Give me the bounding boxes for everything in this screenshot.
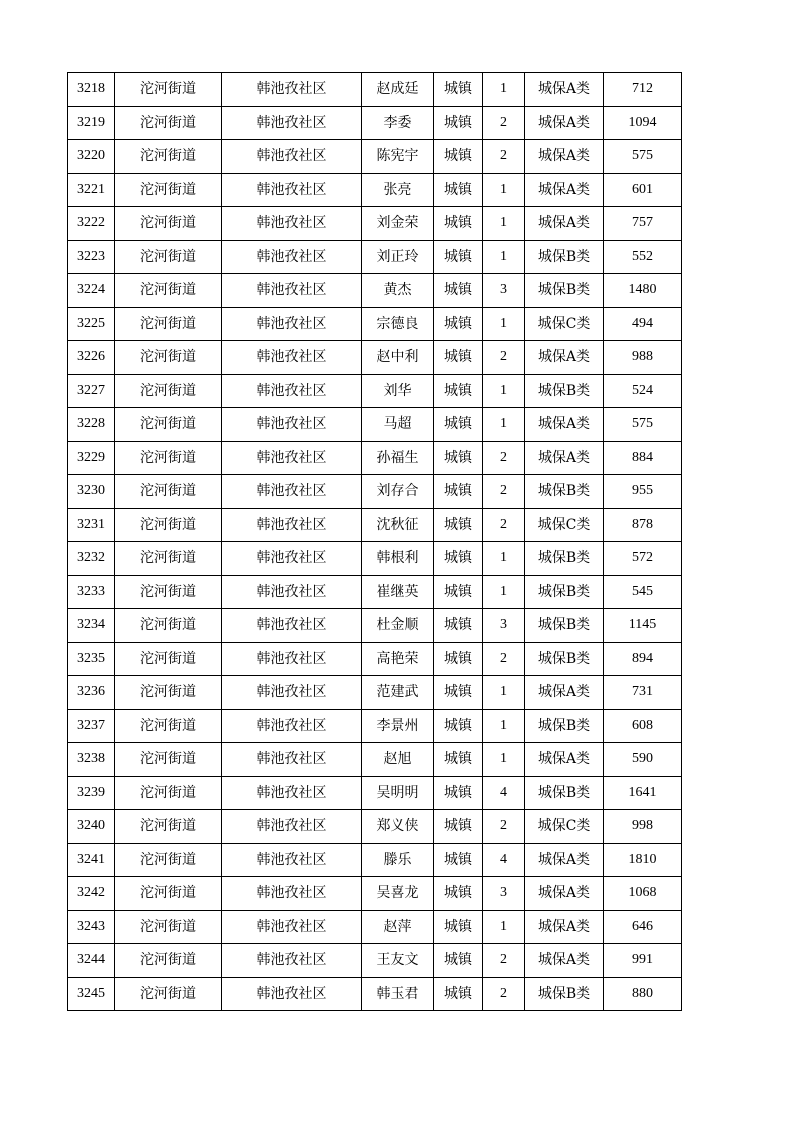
cell-amount: 494 <box>604 307 682 341</box>
cell-household-size: 4 <box>483 843 525 877</box>
cell-household-size: 1 <box>483 676 525 710</box>
cell-community: 韩池孜社区 <box>222 776 362 810</box>
cell-household-size: 1 <box>483 910 525 944</box>
cell-amount: 1641 <box>604 776 682 810</box>
cell-category: 城保A类 <box>525 441 604 475</box>
cell-person-name: 韩根利 <box>362 542 434 576</box>
cell-household-size: 2 <box>483 508 525 542</box>
cell-household-size: 1 <box>483 575 525 609</box>
cell-area-type: 城镇 <box>434 106 483 140</box>
cell-amount: 572 <box>604 542 682 576</box>
table-row <box>68 776 682 810</box>
cell-community: 韩池孜社区 <box>222 910 362 944</box>
cell-amount: 1068 <box>604 877 682 911</box>
cell-area-type: 城镇 <box>434 475 483 509</box>
cell-category: 城保B类 <box>525 776 604 810</box>
cell-category: 城保A类 <box>525 73 604 107</box>
table-row <box>68 475 682 509</box>
cell-amount: 757 <box>604 207 682 241</box>
cell-community: 韩池孜社区 <box>222 642 362 676</box>
cell-person-name: 刘华 <box>362 374 434 408</box>
cell-community: 韩池孜社区 <box>222 307 362 341</box>
cell-category: 城保B类 <box>525 575 604 609</box>
cell-category: 城保C类 <box>525 810 604 844</box>
cell-person-name: 马超 <box>362 408 434 442</box>
cell-category: 城保B类 <box>525 609 604 643</box>
cell-community: 韩池孜社区 <box>222 441 362 475</box>
cell-street: 沱河街道 <box>115 709 222 743</box>
cell-street: 沱河街道 <box>115 843 222 877</box>
cell-street: 沱河街道 <box>115 140 222 174</box>
cell-person-name: 刘正玲 <box>362 240 434 274</box>
cell-community: 韩池孜社区 <box>222 743 362 777</box>
cell-amount: 712 <box>604 73 682 107</box>
cell-category: 城保A类 <box>525 341 604 375</box>
cell-community: 韩池孜社区 <box>222 676 362 710</box>
cell-street: 沱河街道 <box>115 274 222 308</box>
cell-community: 韩池孜社区 <box>222 106 362 140</box>
cell-area-type: 城镇 <box>434 307 483 341</box>
cell-street: 沱河街道 <box>115 374 222 408</box>
cell-community: 韩池孜社区 <box>222 73 362 107</box>
cell-serial-number: 3231 <box>68 508 115 542</box>
cell-serial-number: 3235 <box>68 642 115 676</box>
cell-area-type: 城镇 <box>434 140 483 174</box>
cell-area-type: 城镇 <box>434 240 483 274</box>
cell-person-name: 张亮 <box>362 173 434 207</box>
cell-amount: 575 <box>604 140 682 174</box>
cell-household-size: 3 <box>483 274 525 308</box>
cell-area-type: 城镇 <box>434 743 483 777</box>
cell-community: 韩池孜社区 <box>222 341 362 375</box>
cell-street: 沱河街道 <box>115 944 222 978</box>
cell-category: 城保B类 <box>525 240 604 274</box>
table-row <box>68 106 682 140</box>
cell-area-type: 城镇 <box>434 374 483 408</box>
cell-category: 城保A类 <box>525 106 604 140</box>
table-row <box>68 173 682 207</box>
table-row <box>68 944 682 978</box>
cell-household-size: 2 <box>483 977 525 1011</box>
cell-area-type: 城镇 <box>434 910 483 944</box>
cell-area-type: 城镇 <box>434 944 483 978</box>
cell-person-name: 吴明明 <box>362 776 434 810</box>
cell-amount: 731 <box>604 676 682 710</box>
cell-area-type: 城镇 <box>434 810 483 844</box>
cell-street: 沱河街道 <box>115 307 222 341</box>
table-row <box>68 73 682 107</box>
cell-community: 韩池孜社区 <box>222 207 362 241</box>
cell-street: 沱河街道 <box>115 977 222 1011</box>
table-row <box>68 743 682 777</box>
cell-community: 韩池孜社区 <box>222 709 362 743</box>
cell-amount: 646 <box>604 910 682 944</box>
cell-household-size: 1 <box>483 709 525 743</box>
cell-area-type: 城镇 <box>434 877 483 911</box>
table-row <box>68 508 682 542</box>
cell-serial-number: 3229 <box>68 441 115 475</box>
cell-person-name: 王友文 <box>362 944 434 978</box>
table-row <box>68 274 682 308</box>
cell-serial-number: 3233 <box>68 575 115 609</box>
cell-street: 沱河街道 <box>115 240 222 274</box>
cell-household-size: 1 <box>483 73 525 107</box>
cell-street: 沱河街道 <box>115 441 222 475</box>
cell-household-size: 2 <box>483 944 525 978</box>
cell-household-size: 1 <box>483 173 525 207</box>
cell-household-size: 4 <box>483 776 525 810</box>
cell-serial-number: 3242 <box>68 877 115 911</box>
cell-household-size: 3 <box>483 877 525 911</box>
cell-amount: 524 <box>604 374 682 408</box>
cell-serial-number: 3220 <box>68 140 115 174</box>
cell-street: 沱河街道 <box>115 609 222 643</box>
cell-area-type: 城镇 <box>434 542 483 576</box>
cell-street: 沱河街道 <box>115 642 222 676</box>
cell-community: 韩池孜社区 <box>222 173 362 207</box>
cell-person-name: 沈秋征 <box>362 508 434 542</box>
cell-area-type: 城镇 <box>434 709 483 743</box>
cell-street: 沱河街道 <box>115 877 222 911</box>
cell-category: 城保C类 <box>525 307 604 341</box>
cell-area-type: 城镇 <box>434 73 483 107</box>
cell-street: 沱河街道 <box>115 910 222 944</box>
cell-person-name: 吴喜龙 <box>362 877 434 911</box>
cell-household-size: 1 <box>483 307 525 341</box>
table-row <box>68 341 682 375</box>
cell-amount: 991 <box>604 944 682 978</box>
table-row <box>68 910 682 944</box>
cell-serial-number: 3223 <box>68 240 115 274</box>
cell-area-type: 城镇 <box>434 441 483 475</box>
cell-category: 城保B类 <box>525 374 604 408</box>
cell-amount: 552 <box>604 240 682 274</box>
cell-serial-number: 3224 <box>68 274 115 308</box>
table-row <box>68 676 682 710</box>
cell-amount: 590 <box>604 743 682 777</box>
cell-community: 韩池孜社区 <box>222 944 362 978</box>
cell-amount: 545 <box>604 575 682 609</box>
cell-area-type: 城镇 <box>434 575 483 609</box>
cell-street: 沱河街道 <box>115 408 222 442</box>
cell-street: 沱河街道 <box>115 341 222 375</box>
cell-household-size: 1 <box>483 743 525 777</box>
cell-amount: 601 <box>604 173 682 207</box>
cell-category: 城保A类 <box>525 408 604 442</box>
cell-household-size: 2 <box>483 341 525 375</box>
cell-amount: 884 <box>604 441 682 475</box>
cell-person-name: 韩玉君 <box>362 977 434 1011</box>
cell-serial-number: 3234 <box>68 609 115 643</box>
cell-street: 沱河街道 <box>115 475 222 509</box>
cell-serial-number: 3245 <box>68 977 115 1011</box>
cell-amount: 955 <box>604 475 682 509</box>
beneficiary-table <box>67 72 682 1011</box>
table-row <box>68 709 682 743</box>
table-row <box>68 810 682 844</box>
cell-community: 韩池孜社区 <box>222 542 362 576</box>
cell-serial-number: 3222 <box>68 207 115 241</box>
cell-serial-number: 3243 <box>68 910 115 944</box>
cell-amount: 1094 <box>604 106 682 140</box>
cell-area-type: 城镇 <box>434 408 483 442</box>
cell-area-type: 城镇 <box>434 977 483 1011</box>
cell-community: 韩池孜社区 <box>222 140 362 174</box>
cell-serial-number: 3244 <box>68 944 115 978</box>
cell-community: 韩池孜社区 <box>222 609 362 643</box>
cell-serial-number: 3237 <box>68 709 115 743</box>
cell-amount: 880 <box>604 977 682 1011</box>
table-row <box>68 408 682 442</box>
cell-area-type: 城镇 <box>434 609 483 643</box>
cell-community: 韩池孜社区 <box>222 374 362 408</box>
cell-street: 沱河街道 <box>115 776 222 810</box>
cell-street: 沱河街道 <box>115 810 222 844</box>
cell-person-name: 黄杰 <box>362 274 434 308</box>
cell-category: 城保A类 <box>525 743 604 777</box>
cell-person-name: 郑义侠 <box>362 810 434 844</box>
table-row <box>68 642 682 676</box>
cell-area-type: 城镇 <box>434 508 483 542</box>
cell-person-name: 范建武 <box>362 676 434 710</box>
cell-area-type: 城镇 <box>434 776 483 810</box>
cell-category: 城保B类 <box>525 642 604 676</box>
cell-amount: 575 <box>604 408 682 442</box>
table-row <box>68 843 682 877</box>
cell-serial-number: 3221 <box>68 173 115 207</box>
cell-person-name: 孙福生 <box>362 441 434 475</box>
cell-category: 城保A类 <box>525 910 604 944</box>
cell-person-name: 刘存合 <box>362 475 434 509</box>
cell-household-size: 1 <box>483 408 525 442</box>
table-row <box>68 877 682 911</box>
cell-category: 城保C类 <box>525 508 604 542</box>
cell-person-name: 陈宪宇 <box>362 140 434 174</box>
cell-household-size: 1 <box>483 374 525 408</box>
document-page <box>67 72 681 1011</box>
cell-street: 沱河街道 <box>115 676 222 710</box>
table-row <box>68 307 682 341</box>
table-body <box>68 73 682 1011</box>
cell-area-type: 城镇 <box>434 207 483 241</box>
cell-community: 韩池孜社区 <box>222 877 362 911</box>
cell-category: 城保B类 <box>525 542 604 576</box>
cell-category: 城保B类 <box>525 977 604 1011</box>
cell-household-size: 2 <box>483 642 525 676</box>
cell-community: 韩池孜社区 <box>222 508 362 542</box>
cell-community: 韩池孜社区 <box>222 240 362 274</box>
cell-serial-number: 3219 <box>68 106 115 140</box>
cell-community: 韩池孜社区 <box>222 274 362 308</box>
cell-community: 韩池孜社区 <box>222 408 362 442</box>
cell-category: 城保B类 <box>525 475 604 509</box>
cell-community: 韩池孜社区 <box>222 575 362 609</box>
cell-person-name: 赵成廷 <box>362 73 434 107</box>
cell-person-name: 李景州 <box>362 709 434 743</box>
cell-category: 城保A类 <box>525 877 604 911</box>
cell-household-size: 3 <box>483 609 525 643</box>
table-row <box>68 207 682 241</box>
cell-category: 城保A类 <box>525 676 604 710</box>
cell-serial-number: 3236 <box>68 676 115 710</box>
cell-person-name: 杜金顺 <box>362 609 434 643</box>
cell-household-size: 2 <box>483 475 525 509</box>
cell-community: 韩池孜社区 <box>222 977 362 1011</box>
cell-serial-number: 3238 <box>68 743 115 777</box>
cell-category: 城保B类 <box>525 274 604 308</box>
cell-street: 沱河街道 <box>115 106 222 140</box>
cell-person-name: 滕乐 <box>362 843 434 877</box>
cell-person-name: 高艳荣 <box>362 642 434 676</box>
cell-household-size: 1 <box>483 207 525 241</box>
cell-category: 城保A类 <box>525 944 604 978</box>
cell-category: 城保A类 <box>525 140 604 174</box>
cell-area-type: 城镇 <box>434 843 483 877</box>
table-row <box>68 240 682 274</box>
table-row <box>68 575 682 609</box>
cell-community: 韩池孜社区 <box>222 843 362 877</box>
cell-community: 韩池孜社区 <box>222 475 362 509</box>
cell-person-name: 赵萍 <box>362 910 434 944</box>
cell-category: 城保A类 <box>525 173 604 207</box>
cell-person-name: 赵中利 <box>362 341 434 375</box>
cell-household-size: 2 <box>483 140 525 174</box>
cell-person-name: 崔继英 <box>362 575 434 609</box>
cell-street: 沱河街道 <box>115 73 222 107</box>
cell-category: 城保A类 <box>525 843 604 877</box>
cell-person-name: 宗德良 <box>362 307 434 341</box>
cell-person-name: 赵旭 <box>362 743 434 777</box>
cell-household-size: 1 <box>483 240 525 274</box>
cell-serial-number: 3230 <box>68 475 115 509</box>
cell-household-size: 2 <box>483 441 525 475</box>
cell-amount: 1480 <box>604 274 682 308</box>
cell-household-size: 2 <box>483 810 525 844</box>
cell-street: 沱河街道 <box>115 207 222 241</box>
cell-person-name: 李委 <box>362 106 434 140</box>
cell-street: 沱河街道 <box>115 173 222 207</box>
table-row <box>68 441 682 475</box>
table-row <box>68 542 682 576</box>
cell-street: 沱河街道 <box>115 575 222 609</box>
cell-serial-number: 3240 <box>68 810 115 844</box>
cell-amount: 894 <box>604 642 682 676</box>
cell-person-name: 刘金荣 <box>362 207 434 241</box>
cell-street: 沱河街道 <box>115 542 222 576</box>
cell-area-type: 城镇 <box>434 274 483 308</box>
cell-street: 沱河街道 <box>115 508 222 542</box>
table-row <box>68 140 682 174</box>
cell-amount: 988 <box>604 341 682 375</box>
cell-amount: 1145 <box>604 609 682 643</box>
cell-amount: 1810 <box>604 843 682 877</box>
cell-amount: 998 <box>604 810 682 844</box>
cell-serial-number: 3226 <box>68 341 115 375</box>
cell-serial-number: 3232 <box>68 542 115 576</box>
cell-amount: 878 <box>604 508 682 542</box>
cell-serial-number: 3227 <box>68 374 115 408</box>
cell-street: 沱河街道 <box>115 743 222 777</box>
table-row <box>68 374 682 408</box>
cell-serial-number: 3241 <box>68 843 115 877</box>
cell-household-size: 1 <box>483 542 525 576</box>
cell-category: 城保B类 <box>525 709 604 743</box>
table-row <box>68 977 682 1011</box>
cell-serial-number: 3239 <box>68 776 115 810</box>
cell-category: 城保A类 <box>525 207 604 241</box>
cell-serial-number: 3228 <box>68 408 115 442</box>
table-row <box>68 609 682 643</box>
cell-amount: 608 <box>604 709 682 743</box>
cell-area-type: 城镇 <box>434 341 483 375</box>
cell-area-type: 城镇 <box>434 642 483 676</box>
cell-serial-number: 3225 <box>68 307 115 341</box>
cell-community: 韩池孜社区 <box>222 810 362 844</box>
cell-household-size: 2 <box>483 106 525 140</box>
cell-area-type: 城镇 <box>434 173 483 207</box>
cell-serial-number: 3218 <box>68 73 115 107</box>
cell-area-type: 城镇 <box>434 676 483 710</box>
